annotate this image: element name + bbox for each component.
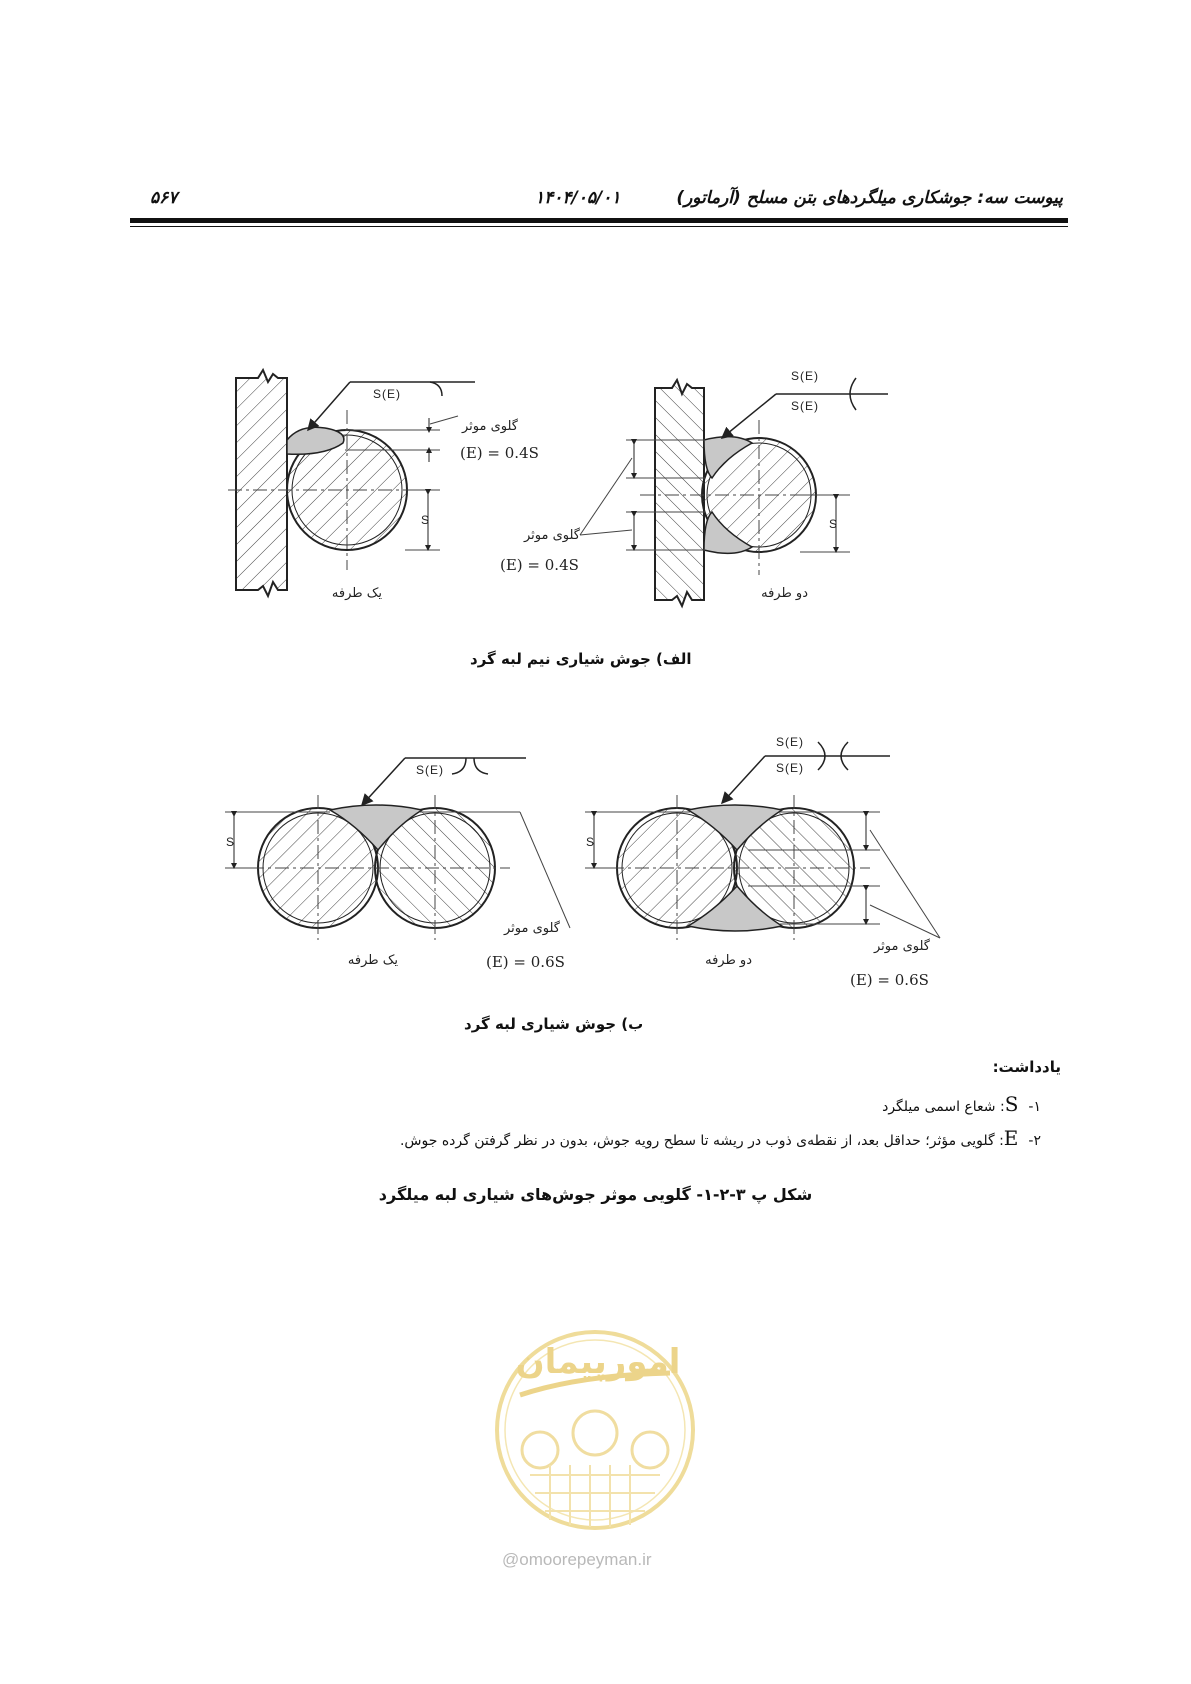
- dim-s-a2: S: [829, 517, 839, 531]
- throat-formula-b2: (E) = 0.6S: [850, 971, 929, 989]
- side-label-b1: یک طرفه: [347, 953, 398, 968]
- notes-title: یادداشت:: [992, 1058, 1061, 1076]
- figure-caption: شکل پ ۳-۲-۱- گلویی موثر جوش‌های شیاری لبه میلگرد: [378, 1185, 813, 1204]
- logo-text: امورپیمان: [515, 1342, 681, 1382]
- throat-formula-a1: (E) = 0.4S: [460, 444, 539, 462]
- page-number: ۵۶۷: [150, 188, 178, 208]
- throat-label-a1: گلوی موثر: [462, 419, 518, 434]
- weld-symbol-b1: S(E): [416, 763, 444, 777]
- watermark-logo: [490, 1315, 700, 1545]
- note-number: ۱-: [1028, 1099, 1041, 1115]
- diagram-b-one-side: [225, 758, 570, 971]
- side-label-b2: دو طرفه: [705, 953, 752, 968]
- diagram-b-two-side: [585, 735, 940, 989]
- dim-s-b1: S: [226, 835, 236, 849]
- side-label-a2: دو طرفه: [761, 586, 808, 601]
- weld-symbol-a1: S(E): [373, 387, 401, 401]
- weld-symbol-b2-bottom: S(E): [776, 761, 804, 775]
- note-symbol: S: [1004, 1092, 1019, 1116]
- dim-s-a1: S: [421, 513, 431, 527]
- watermark-url: @omoorepeyman.ir: [502, 1550, 652, 1569]
- note-number: ۲-: [1028, 1133, 1041, 1149]
- weld-symbol-b2-top: S(E): [776, 735, 804, 749]
- weld-symbol-a2-bottom: S(E): [791, 399, 819, 413]
- header-title: پیوست سه: جوشکاری میلگردهای بتن مسلح (آرماتور): [676, 188, 1063, 208]
- note-text: : شعاع اسمی میلگرد: [882, 1099, 1005, 1115]
- caption-a: الف) جوش شیاری نیم لبه گرد: [470, 650, 692, 668]
- throat-label-a2: گلوی موثر: [524, 528, 580, 543]
- note-item: [882, 1092, 1041, 1116]
- dim-s-b2: S: [586, 835, 596, 849]
- throat-label-b2: گلوی موثر: [874, 939, 930, 954]
- throat-formula-a2: (E) = 0.4S: [500, 556, 579, 574]
- side-label-a1: یک طرفه: [331, 586, 382, 601]
- throat-label-b1: گلوی موثر: [504, 921, 560, 936]
- weld-symbol-a2-top: S(E): [791, 369, 819, 383]
- header-date: ۱۴۰۴/۰۵/۰۱: [535, 188, 621, 208]
- note-text: : گلویی مؤثر؛ حداقل بعد، از نقطه‌ی ذوب در ریشه تا سطح رویه جوش، بدون در نظر گرفتن گرده جوش.: [399, 1133, 1004, 1149]
- note-item: [400, 1126, 1041, 1150]
- diagram-a-two-side: [500, 369, 888, 606]
- note-symbol: E: [1003, 1126, 1019, 1150]
- diagram-a-one-side: [228, 370, 539, 601]
- throat-formula-b1: (E) = 0.6S: [486, 953, 565, 971]
- caption-b: ب) جوش شیاری لبه گرد: [464, 1015, 644, 1033]
